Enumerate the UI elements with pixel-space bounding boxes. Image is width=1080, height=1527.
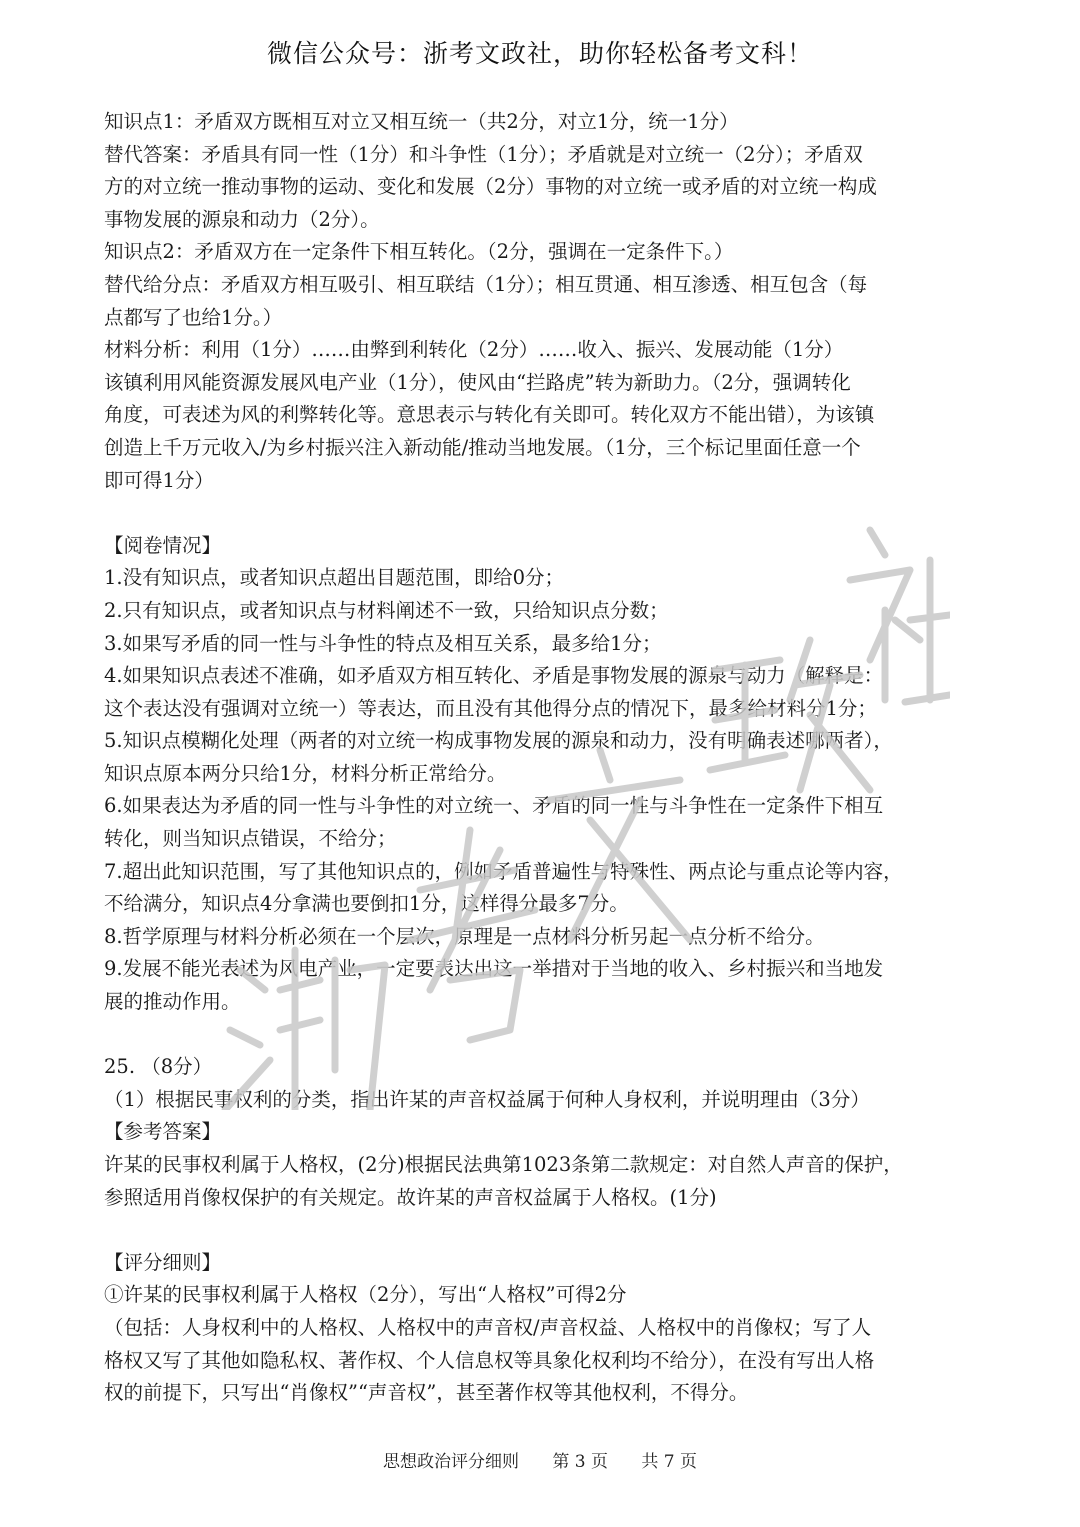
reference-answer-line: 许某的民事权利属于人格权，(2分)根据民法典第1023条第二款规定：对自然人声音的保护， (104, 1153, 903, 1176)
review-section-title: 【阅卷情况】 (104, 533, 222, 557)
review-line: 3.如果写矛盾的同一性与斗争性的特点及相互关系，最多给1分； (104, 631, 662, 655)
review-line: 8.哲学原理与材料分析必须在一个层次，原理是一点材料分析另起一点分析不给分。 (104, 924, 825, 948)
footer-page-number: 第 3 页 (552, 1452, 608, 1472)
reference-answer-title: 【参考答案】 (104, 1120, 222, 1144)
alt-answer-line: 方的对立统一推动事物的运动、变化和发展（2分）事物的对立统一或矛盾的对立统一构成 (104, 175, 877, 199)
scoring-rule-line: 格权又写了其他如隐私权、著作权、个人信息权等具象化权利均不给分），在没有写出人格 (104, 1348, 875, 1372)
review-line: 转化，则当知识点错误，不给分； (104, 827, 397, 851)
page-footer (0, 1447, 1080, 1472)
material-analysis-line: 角度，可表述为风的利弊转化等。意思表示与转化有关即可。转化双方不能出错），为该镇 (104, 403, 875, 427)
alt-points-line: 点都写了也给1分。） (104, 305, 283, 329)
alt-answer-line: 替代答案：矛盾具有同一性（1分）和斗争性（1分）；矛盾就是对立统一（2分）；矛盾双 (104, 142, 863, 166)
footer-subject: 思想政治评分细则 (382, 1452, 519, 1472)
review-line: 知识点原本两分只给1分，材料分析正常给分。 (104, 761, 507, 785)
review-line: 不给满分，知识点4分拿满也要倒扣1分，这样得分最多7分。 (104, 892, 629, 916)
spacer (104, 1214, 984, 1247)
question-25-heading: 25. （8分） (104, 1055, 213, 1079)
scoring-rules-title: 【评分细则】 (104, 1250, 222, 1274)
document-body (104, 106, 984, 1410)
review-line: 5.知识点模糊化处理（两者的对立统一构成事物发展的源泉和动力，没有明确表述哪两者）， (104, 729, 893, 753)
material-analysis-line: 创造上千万元收入/为乡村振兴注入新动能/推动当地发展。（1分，三个标记里面任意一个 (104, 435, 861, 459)
reference-answer-line: 参照适用肖像权保护的有关规定。故许某的声音权益属于人格权。(1分) (104, 1185, 717, 1209)
alt-answer-line: 事物发展的源泉和动力（2分）。 (104, 207, 380, 231)
scoring-rule-line: ①许某的民事权利属于人格权（2分），写出“人格权”可得2分 (104, 1283, 627, 1307)
page-header-title: 微信公众号：浙考文政社，助你轻松备考文科！ (266, 39, 813, 68)
knowledge-point-1: 知识点1：矛盾双方既相互对立又相互统一（共2分，对立1分，统一1分） (104, 110, 739, 133)
scoring-rule-line: 权的前提下，只写出“肖像权”“声音权”，甚至著作权等其他权利，不得分。 (104, 1381, 749, 1405)
alt-points-line: 替代给分点：矛盾双方相互吸引、相互联结（1分）；相互贯通、相互渗透、相互包含（每 (104, 272, 868, 296)
review-line: 1.没有知识点，或者知识点超出目题范围，即给0分； (104, 566, 565, 590)
review-line: 4.如果知识点表述不准确，如矛盾双方相互转化、矛盾是事物发展的源泉与动力（解释是： (104, 664, 884, 688)
material-analysis-line: 该镇利用风能资源发展风电产业（1分），使风由“拦路虎”转为新助力。（2分，强调转化 (104, 370, 851, 394)
review-line: 展的推动作用。 (104, 990, 241, 1014)
review-line: 6.如果表达为矛盾的同一性与斗争性的对立统一、矛盾的同一性与斗争性在一定条件下相互 (104, 794, 884, 818)
review-line: 7.超出此知识范围，写了其他知识点的，例如矛盾普遍性与特殊性、两点论与重点论等内容， (104, 859, 903, 883)
spacer (104, 1019, 984, 1052)
review-line: 2.只有知识点，或者知识点与材料阐述不一致，只给知识点分数； (104, 598, 669, 622)
material-analysis-line: 即可得1分） (104, 468, 214, 492)
material-analysis-line: 材料分析：利用（1分）……由弊到利转化（2分）……收入、振兴、发展动能（1分） (104, 338, 844, 362)
spacer (104, 497, 984, 530)
question-25-part-1: （1）根据民事权利的分类，指出许某的声音权益属于何种人身权利，并说明理由（3分） (104, 1087, 870, 1111)
knowledge-point-2: 知识点2：矛盾双方在一定条件下相互转化。（2分，强调在一定条件下。） (104, 240, 734, 264)
footer-total-pages: 共 7 页 (641, 1452, 698, 1472)
review-line: 9.发展不能光表述为风电产业，一定要表达出这一举措对于当地的收入、乡村振兴和当地发 (104, 957, 884, 981)
scoring-rule-line: （包括：人身权利中的人格权、人格权中的声音权/声音权益、人格权中的肖像权；写了人 (104, 1315, 872, 1339)
review-line: 这个表达没有强调对立统一）等表达，而且没有其他得分点的情况下，最多给材料分1分； (104, 696, 877, 720)
